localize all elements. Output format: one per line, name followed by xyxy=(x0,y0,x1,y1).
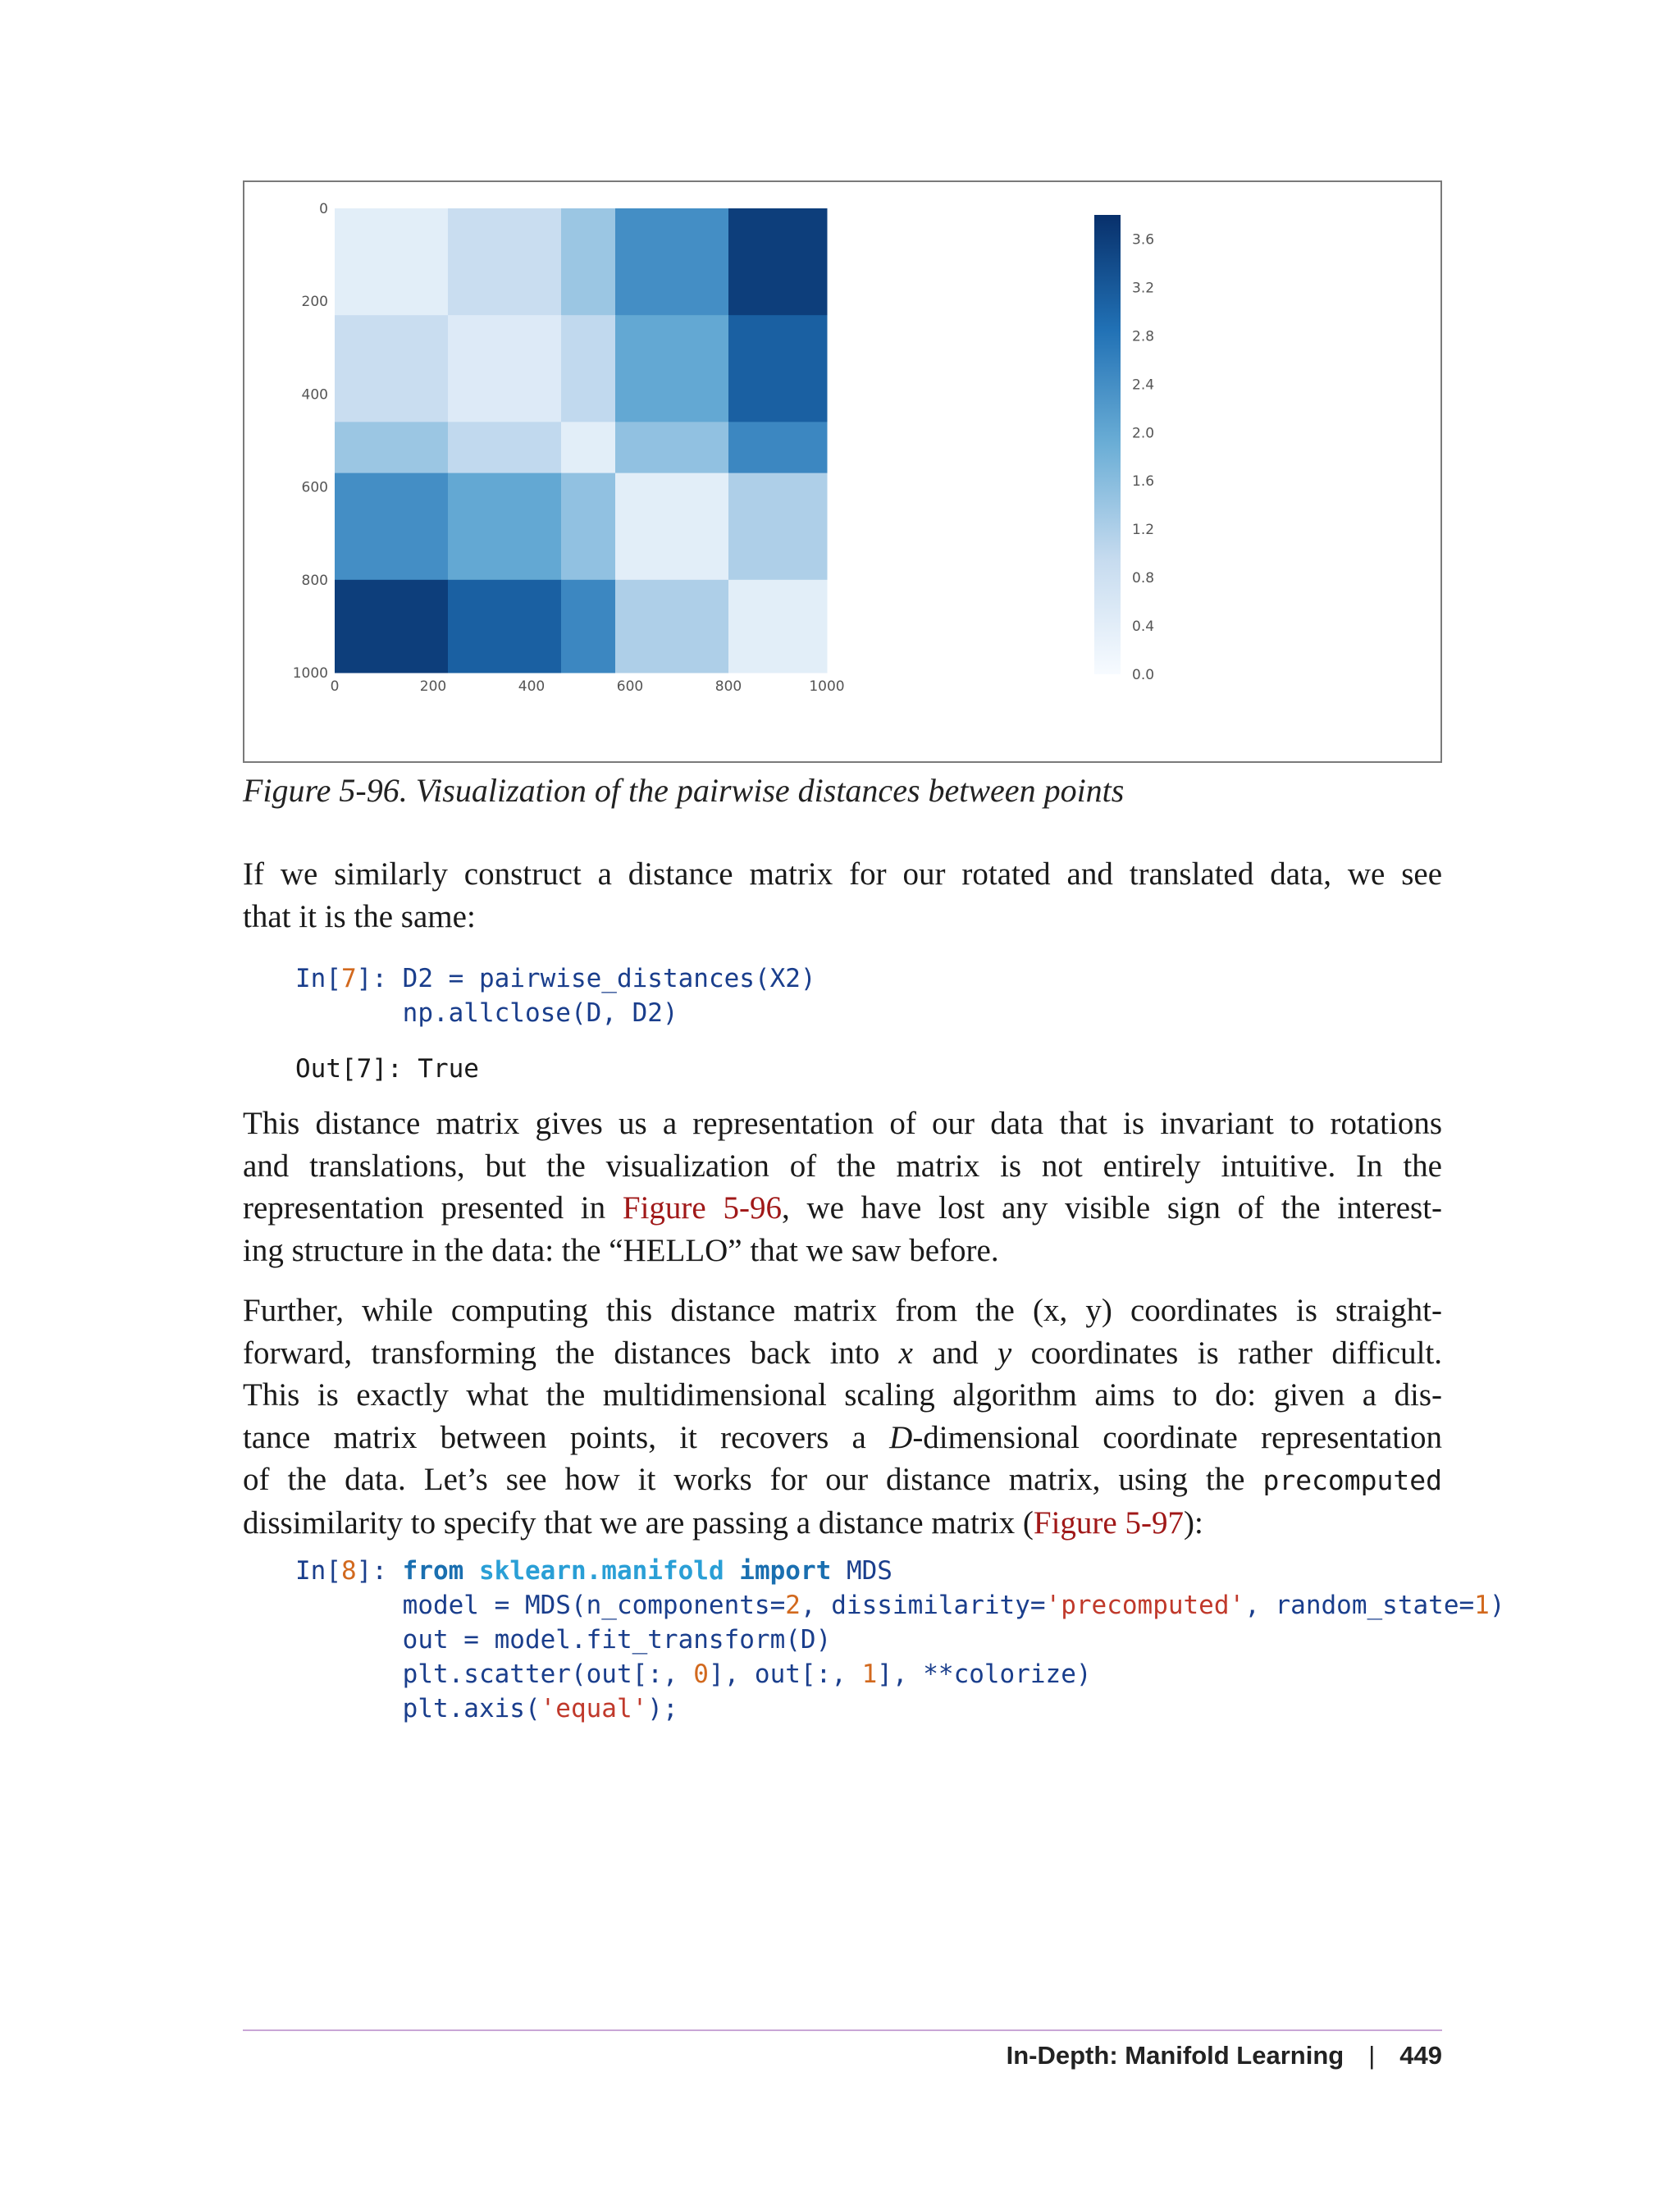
text-line: This distance matrix gives us a representation of our data that is invariant to rotations xyxy=(243,1106,1442,1141)
heatmap-cell xyxy=(615,422,729,473)
colorbar-tick-labels xyxy=(1132,231,1154,683)
x-tick-label: 200 xyxy=(419,678,447,695)
footer-section-title: In-Depth: Manifold Learning xyxy=(1006,2041,1344,2070)
heatmap-cell xyxy=(561,208,616,316)
heatmap-cell xyxy=(728,208,828,316)
text-line: tance matrix between points, it recovers a D-dimensional coordinate representation xyxy=(243,1419,1442,1455)
text-line: representation presented in Figure 5-96, we have lost any visible sign of the interest- xyxy=(243,1190,1443,1226)
text-line: that it is the same: xyxy=(243,898,476,934)
colorbar-tick-label: 1.6 xyxy=(1132,473,1155,491)
text-line: ing structure in the data: the “HELLO” that we saw before. xyxy=(243,1232,999,1268)
heatmap-cell xyxy=(561,315,616,422)
colorbar-tick-label: 3.2 xyxy=(1132,280,1155,297)
x-tick-label: 400 xyxy=(518,678,546,695)
colorbar-tick-label: 2.8 xyxy=(1132,328,1155,345)
y-tick-label: 200 xyxy=(301,294,328,311)
code-block-in8: In[8]: from sklearn.manifold import MDS model = MDS(n_components=2, dissimilarity='precomputed', random_state=1) out = model.fit_transform(D) plt.scatter(out[:, 0], out[:, 1], **colorize) plt.axis('equal'); xyxy=(295,1556,1505,1723)
x-tick-label: 600 xyxy=(616,678,644,695)
y-tick-label: 1000 xyxy=(292,665,328,682)
footer-rule xyxy=(243,2029,1442,2031)
x-tick-label: 1000 xyxy=(809,678,845,695)
paragraph-1 xyxy=(243,853,1442,938)
heatmap-cell xyxy=(561,580,616,673)
colorbar-tick-label: 2.0 xyxy=(1132,425,1155,442)
heatmap-cell xyxy=(335,422,449,473)
heatmap-cells xyxy=(335,208,828,673)
heatmap-cell xyxy=(448,422,562,473)
heatmap-cell xyxy=(615,208,729,316)
prompt-close: ]: xyxy=(356,964,403,993)
heatmap-cell xyxy=(448,315,562,422)
colorbar-tick-label: 1.2 xyxy=(1132,522,1155,539)
text-line: dissimilarity to specify that we are passing a distance matrix (Figure 5-97): xyxy=(243,1504,1203,1541)
heatmap-cell xyxy=(561,473,616,581)
colorbar xyxy=(1094,215,1121,674)
heatmap-cell xyxy=(448,473,562,581)
inline-code: precomputed xyxy=(1262,1464,1442,1496)
colorbar-tick-label: 3.6 xyxy=(1132,231,1155,249)
heatmap-cell xyxy=(728,473,828,581)
x-tick-label: 0 xyxy=(330,678,340,695)
heatmap-cell xyxy=(728,315,828,422)
y-tick-label: 0 xyxy=(319,201,328,217)
heatmap-cell xyxy=(335,315,449,422)
colorbar-tick-label: 2.4 xyxy=(1132,377,1155,394)
text-line: Further, while computing this distance matrix from the (x, y) coordinates is straight- xyxy=(243,1293,1442,1328)
y-tick-label: 800 xyxy=(301,572,328,589)
heatmap-cell xyxy=(561,422,616,473)
code-line: np.allclose(D, D2) xyxy=(402,998,678,1028)
figure-frame xyxy=(243,180,1442,763)
figure-5-96-link[interactable]: Figure 5-96 xyxy=(622,1190,782,1226)
y-tick-label: 400 xyxy=(301,386,328,404)
text-line: If we similarly construct a distance matrix for our rotated and translated data, we see xyxy=(243,856,1442,892)
page-footer xyxy=(1007,2041,1442,2070)
code-block-in7 xyxy=(295,961,816,1030)
heatmap-cell xyxy=(448,580,562,673)
heatmap-cell xyxy=(728,422,828,473)
x-tick-labels xyxy=(331,678,845,695)
heatmap-cell xyxy=(335,473,449,581)
y-tick-label: 600 xyxy=(301,479,328,496)
heatmap-cell xyxy=(335,580,449,673)
paragraph-3 xyxy=(243,1290,1442,1544)
heatmap-cell xyxy=(615,315,729,422)
paragraph-2 xyxy=(243,1102,1442,1271)
x-tick-label: 800 xyxy=(714,678,742,695)
prompt-number: 8 xyxy=(341,1556,357,1586)
distance-heatmap xyxy=(244,182,1440,761)
figure-5-97-link[interactable]: Figure 5-97 xyxy=(1033,1504,1184,1541)
heatmap-cell xyxy=(448,208,562,316)
text-line: and translations, but the visualization of the matrix is not entirely intuitive. In the xyxy=(243,1148,1442,1184)
colorbar-tick-label: 0.8 xyxy=(1132,570,1155,587)
heatmap-cell xyxy=(335,208,449,316)
heatmap-cell xyxy=(728,580,828,673)
footer-separator: | xyxy=(1368,2041,1376,2070)
heatmap-cell xyxy=(615,580,729,673)
heatmap-cell xyxy=(615,473,729,581)
text-line: of the data. Let’s see how it works for our distance matrix, using the precomputed xyxy=(243,1462,1442,1497)
text-line: This is exactly what the multidimensional scaling algorithm aims to do: given a dis- xyxy=(243,1377,1442,1413)
page-number: 449 xyxy=(1399,2041,1442,2070)
y-tick-labels xyxy=(293,201,328,682)
code-output-out7: Out[7]: True xyxy=(295,1054,479,1084)
code-line: D2 = pairwise_distances(X2) xyxy=(402,964,816,993)
text-line: forward, transforming the distances back into x and y coordinates is rather difficult. xyxy=(243,1335,1442,1371)
figure-caption: Figure 5-96. Visualization of the pairwise distances between points xyxy=(243,772,1125,809)
colorbar-tick-label: 0.0 xyxy=(1132,667,1155,683)
prompt-in: In[ xyxy=(295,964,341,993)
colorbar-tick-label: 0.4 xyxy=(1132,619,1155,636)
prompt-number: 7 xyxy=(341,964,357,993)
